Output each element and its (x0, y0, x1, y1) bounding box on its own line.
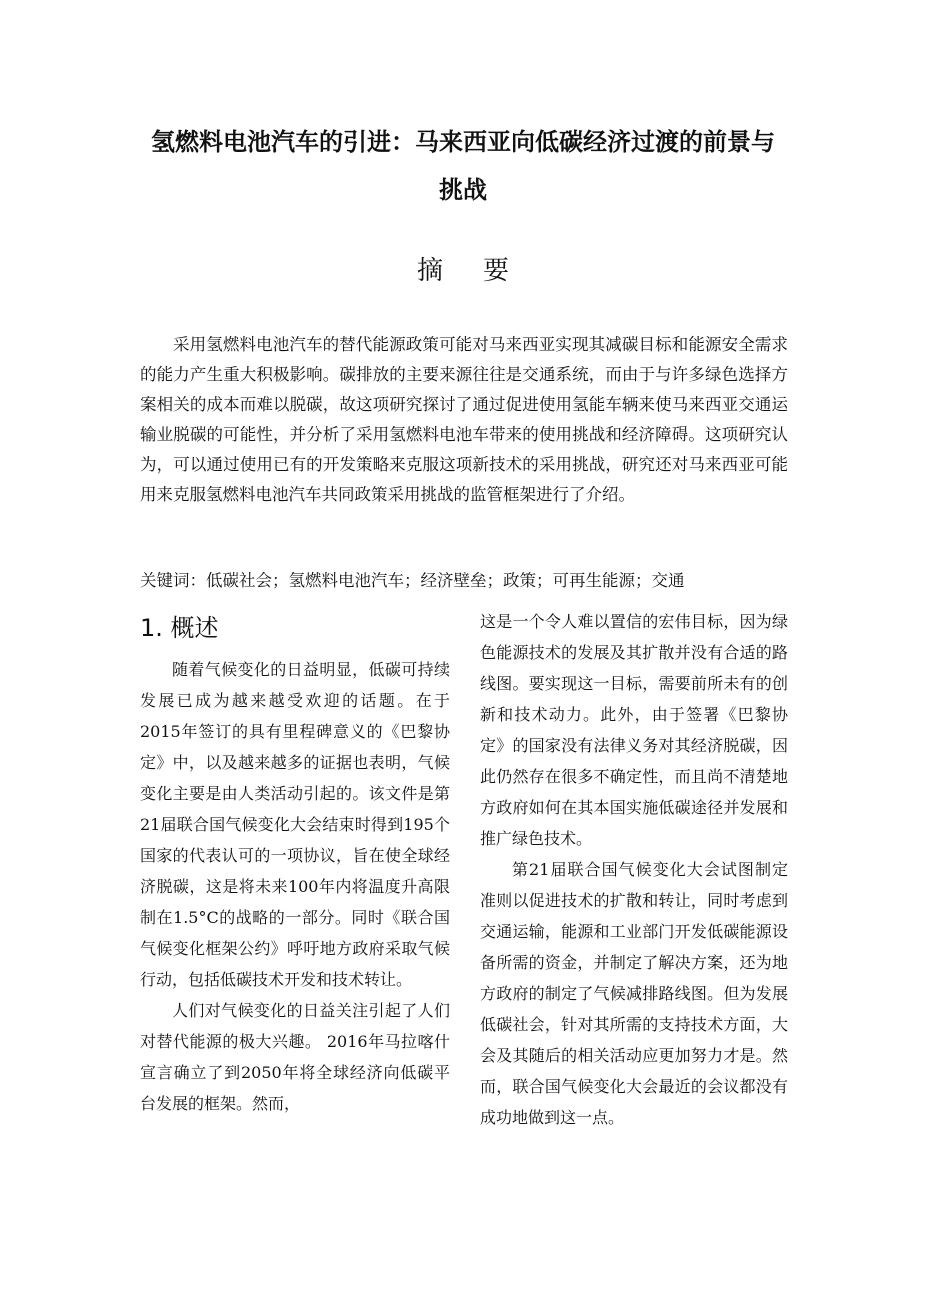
body-paragraph: 这是一个令人难以置信的宏伟目标，因为绿色能源技术的发展及其扩散并没有合适的路线图。要实现这一目标，需要前所未有的创新和技术动力。此外，由于签署《巴黎协定》的国家没有法律义务对其经济脱碳，因此仍然存在很多不确定性，而且尚不清楚地方政府如何在其本国实施低碳途径并发展和推广绿色技术。 (480, 612, 788, 848)
left-column (140, 608, 450, 1119)
body-paragraph: 第21届联合国气候变化大会试图制定准则以促进技术的扩散和转让，同时考虑到交通运输，能源和工业部门开发低碳能源设备所需的资金，并制定了解决方案，还为地方政府的制定了气候减排路线图。但为发展低碳社会，针对其所需的支持技术方面，大会及其随后的相关活动应更加努力才是。然而，联合国气候变化大会最近的会议都没有成功地做到这一点。 (480, 860, 788, 1127)
body-paragraph: 人们对气候变化的日益关注引起了人们对替代能源的极大兴趣。 2016年马拉喀什宣言确立了到2050年将全球经济向低碳平台发展的框架。然而， (140, 1001, 450, 1113)
keywords-label: 关键词： (140, 571, 206, 590)
section-heading: 1. 概述 (140, 614, 219, 642)
keywords (140, 566, 788, 596)
abstract-text: 采用氢燃料电池汽车的替代能源政策可能对马来西亚实现其减碳目标和能源安全需求的能力产生重大积极影响。碳排放的主要来源往往是交通系统，而由于与许多绿色选择方案相关的成本而难以脱碳，故这项研究探讨了通过促进使用氢能车辆来使马来西亚交通运输业脱碳的可能性，并分析了采用氢燃料电池车带来的使用挑战和经济障碍。这项研究认为，可以通过使用已有的开发策略来克服这项新技术的采用挑战，研究还对马来西亚可能用来克服氢燃料电池汽车共同政策采用挑战的监管框架进行了介绍。 (140, 335, 788, 504)
body-paragraph: 随着气候变化的日益明显，低碳可持续发展已成为越来越受欢迎的话题。在于2015年签订的具有里程碑意义的《巴黎协定》中，以及越来越多的证据也表明，气候变化主要是由人类活动引起的。该文件是第21届联合国气候变化大会结束时得到195个国家的代表认可的一项协议，旨在使全球经济脱碳，这是将未来100年内将温度升高限制在1.5°C的战略的一部分。同时《联合国气候变化框架公约》呼吁地方政府采取气候行动，包括低碳技术开发和技术转让。 (140, 660, 450, 989)
abstract-heading: 摘要 (416, 256, 549, 286)
keywords-text: 低碳社会；氢燃料电池汽车；经济壁垒；政策；可再生能源；交通 (206, 571, 685, 590)
paper-title: 氢燃料电池汽车的引进：马来西亚向低碳经济过渡的前景与挑战 (151, 128, 775, 204)
right-column (480, 606, 788, 1133)
